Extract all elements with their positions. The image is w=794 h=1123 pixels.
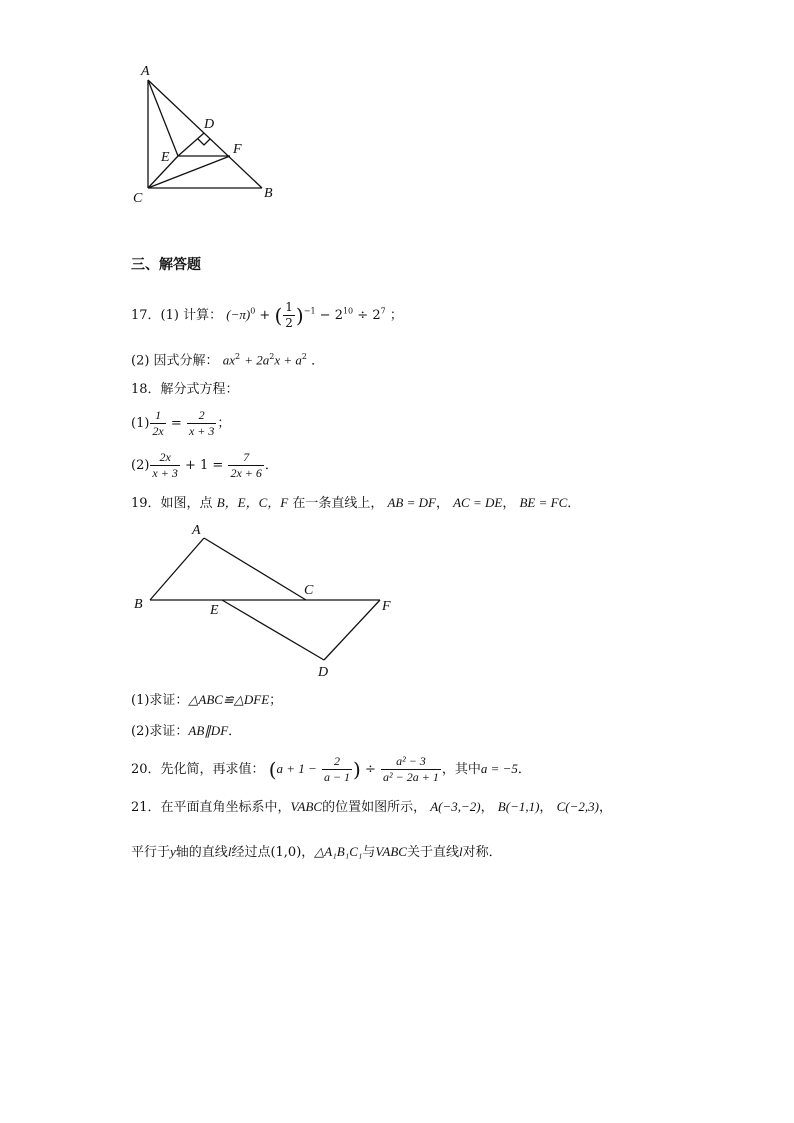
segment-ed — [178, 133, 204, 156]
q19-part1: (1)求证：△ABC≌△DFE； — [131, 692, 283, 708]
q17-p1-frac-exp: −1 — [303, 306, 316, 316]
q21-line1: 21．在平面直角坐标系中，VABC的位置如图所示， A(−3,−2)， B(−1,1)， C(−2,3)， — [131, 799, 612, 815]
right-angle-mark — [198, 139, 210, 145]
label-c: C — [133, 191, 143, 206]
q17-p1-minus: − 2 — [319, 308, 343, 323]
q18-eq2: (2) $\frac{2x}{x + 3}$ + 1 = $\frac{7}{2x + 6}$ ． — [131, 450, 278, 480]
q17-part2: (2) 因式分解： $ax^2 + 2a^2x + a^2$ ． — [131, 352, 325, 369]
figure-q19 — [128, 518, 398, 686]
q17-p1-exp1: 0 — [250, 306, 256, 316]
label-a: A — [192, 523, 201, 538]
label-a: A — [141, 64, 150, 79]
label-f: F — [382, 599, 391, 614]
q17-p1-div: ÷ 2 — [357, 308, 381, 323]
q20-statement: 20．先化简，再求值： (a + 1 − $\frac{2}{a - 1}$ ) ÷ $\frac{\text{a² − 3}}{\text{a² − 2a + 1}}$ ，其中a = −5． — [131, 754, 531, 784]
label-f: F — [233, 142, 242, 157]
q17-p1-frac: $\frac{1}{2}$ — [285, 300, 293, 330]
segment-ab — [148, 80, 262, 188]
q18-title: 18．解分式方程： — [131, 382, 239, 397]
segment-ed — [222, 600, 324, 660]
figure-triangle-abc — [128, 60, 288, 210]
q17-part1: 17．(1) 计算： $(-\pi)^0$ + ( $\frac{1}{2}$ )$^{-1} - 2^{10} \div 2^7$ ； — [131, 300, 403, 330]
label-c: C — [304, 583, 314, 598]
q17-p1-plus: + — [259, 308, 271, 323]
q17-p1-label: 17．(1) 计算： — [131, 308, 223, 323]
label-b: B — [264, 186, 273, 201]
segment-ae — [148, 80, 178, 156]
segment-df — [324, 600, 380, 660]
q19-part2: (2)求证：AB∥DF． — [131, 723, 242, 739]
q19-statement: 19．如图，点 B，E，C，F 在一条直线上， AB = DF， AC = DE， BE = FC． — [131, 495, 581, 511]
q17-p2-label: (2) 因式分解： — [131, 353, 219, 369]
q17-p1-term1: (−π) — [226, 307, 251, 322]
label-d: D — [204, 117, 215, 132]
label-e: E — [210, 603, 219, 618]
segment-ac — [204, 538, 306, 600]
q18-eq1: (1) $\frac{1}{2x}$ = $\frac{2}{x + 3}$ ； — [131, 408, 231, 438]
label-d: D — [318, 665, 329, 680]
section-title: 三、解答题 — [131, 257, 201, 273]
segment-ab — [150, 538, 204, 600]
q21-line2: 平行于y轴的直线l经过点(1,0)，△A₁B₁C₁与VABC关于直线l对称． — [131, 844, 502, 860]
label-e: E — [161, 150, 170, 165]
label-b: B — [134, 597, 143, 612]
